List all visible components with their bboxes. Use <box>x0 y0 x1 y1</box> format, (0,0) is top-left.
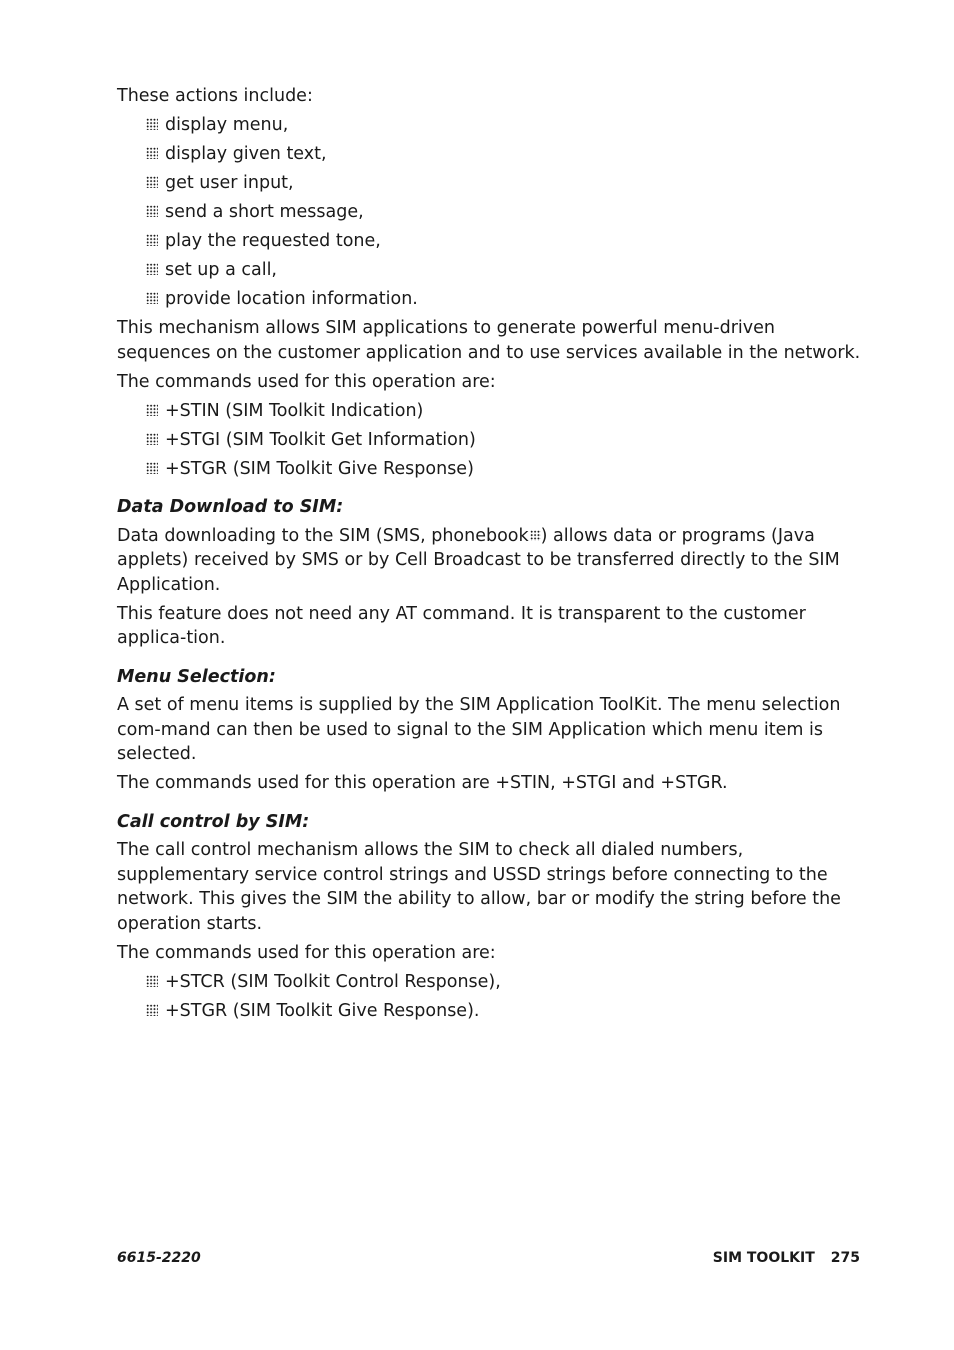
bullet-icon <box>146 462 158 474</box>
bullet-icon <box>146 404 158 416</box>
list-item: send a short message, <box>146 200 862 225</box>
footer-right <box>713 1250 860 1266</box>
page-footer <box>117 1250 860 1266</box>
actions-list <box>117 113 862 312</box>
list-item: +STGR (SIM Toolkit Give Response). <box>146 999 862 1024</box>
call-control-paragraph: The call control mechanism allows the SIM to check all dialed numbers, supplementary service control strings and USSD strings before connecting to the network. This gives the SIM the ability to allow, bar or modify the string before the operation starts. <box>117 840 841 934</box>
call-control-commands-list <box>117 970 862 1024</box>
data-download-paragraph-2: This feature does not need any AT command. It is transparent to the customer applica-tion. <box>117 603 806 648</box>
bullet-icon <box>146 292 158 304</box>
list-item: display menu, <box>146 113 862 138</box>
list-item: +STGR (SIM Toolkit Give Response) <box>146 457 862 482</box>
section-heading-menu-selection: Menu Selection: <box>117 666 276 687</box>
list-item: display given text, <box>146 142 862 167</box>
list-item: +STCR (SIM Toolkit Control Response), <box>146 970 862 995</box>
list-item: get user input, <box>146 171 862 196</box>
list-item: +STGI (SIM Toolkit Get Information) <box>146 428 862 453</box>
commands-list <box>117 399 862 482</box>
bullet-icon <box>146 1004 158 1016</box>
bullet-icon <box>146 975 158 987</box>
section-name: SIM TOOLKIT <box>712 1250 815 1266</box>
section-heading-call-control: Call control by SIM: <box>117 811 310 832</box>
bullet-icon <box>146 147 158 159</box>
mechanism-paragraph: This mechanism allows SIM applications to generate powerful menu-driven sequences on the customer application and to use services available in the network. <box>117 318 861 363</box>
list-item: +STIN (SIM Toolkit Indication) <box>146 399 862 424</box>
bullet-icon <box>146 205 158 217</box>
menu-selection-paragraph: A set of menu items is supplied by the SIM Application ToolKit. The menu selection com-mand can then be used to signal to the SIM Application which menu item is selected. <box>117 695 841 764</box>
bullet-icon <box>146 176 158 188</box>
bullet-icon <box>530 530 541 541</box>
data-download-paragraph: Data downloading to the SIM (SMS, phonebook ) allows data or programs (Java applets) received by SMS or by Cell Broadcast to be transferred directly to the SIM Application. <box>117 525 840 595</box>
page-number: 275 <box>830 1250 860 1266</box>
bullet-icon <box>146 263 158 275</box>
list-item: play the requested tone, <box>146 229 862 254</box>
section-heading-data-download: Data Download to SIM: <box>117 497 344 517</box>
menu-selection-paragraph-2: The commands used for this operation are +STIN, +STGI and +STGR. <box>117 773 728 793</box>
bullet-icon <box>146 433 158 445</box>
call-control-commands-intro: The commands used for this operation are: <box>117 942 496 963</box>
commands-intro: The commands used for this operation are: <box>117 371 496 392</box>
intro-text: These actions include: <box>117 86 313 106</box>
bullet-icon <box>146 234 158 246</box>
doc-number: 6615-2220 <box>117 1250 201 1266</box>
list-item: set up a call, <box>146 258 862 283</box>
bullet-icon <box>146 118 158 130</box>
list-item: provide location information. <box>146 287 862 312</box>
document-body <box>117 84 862 1028</box>
